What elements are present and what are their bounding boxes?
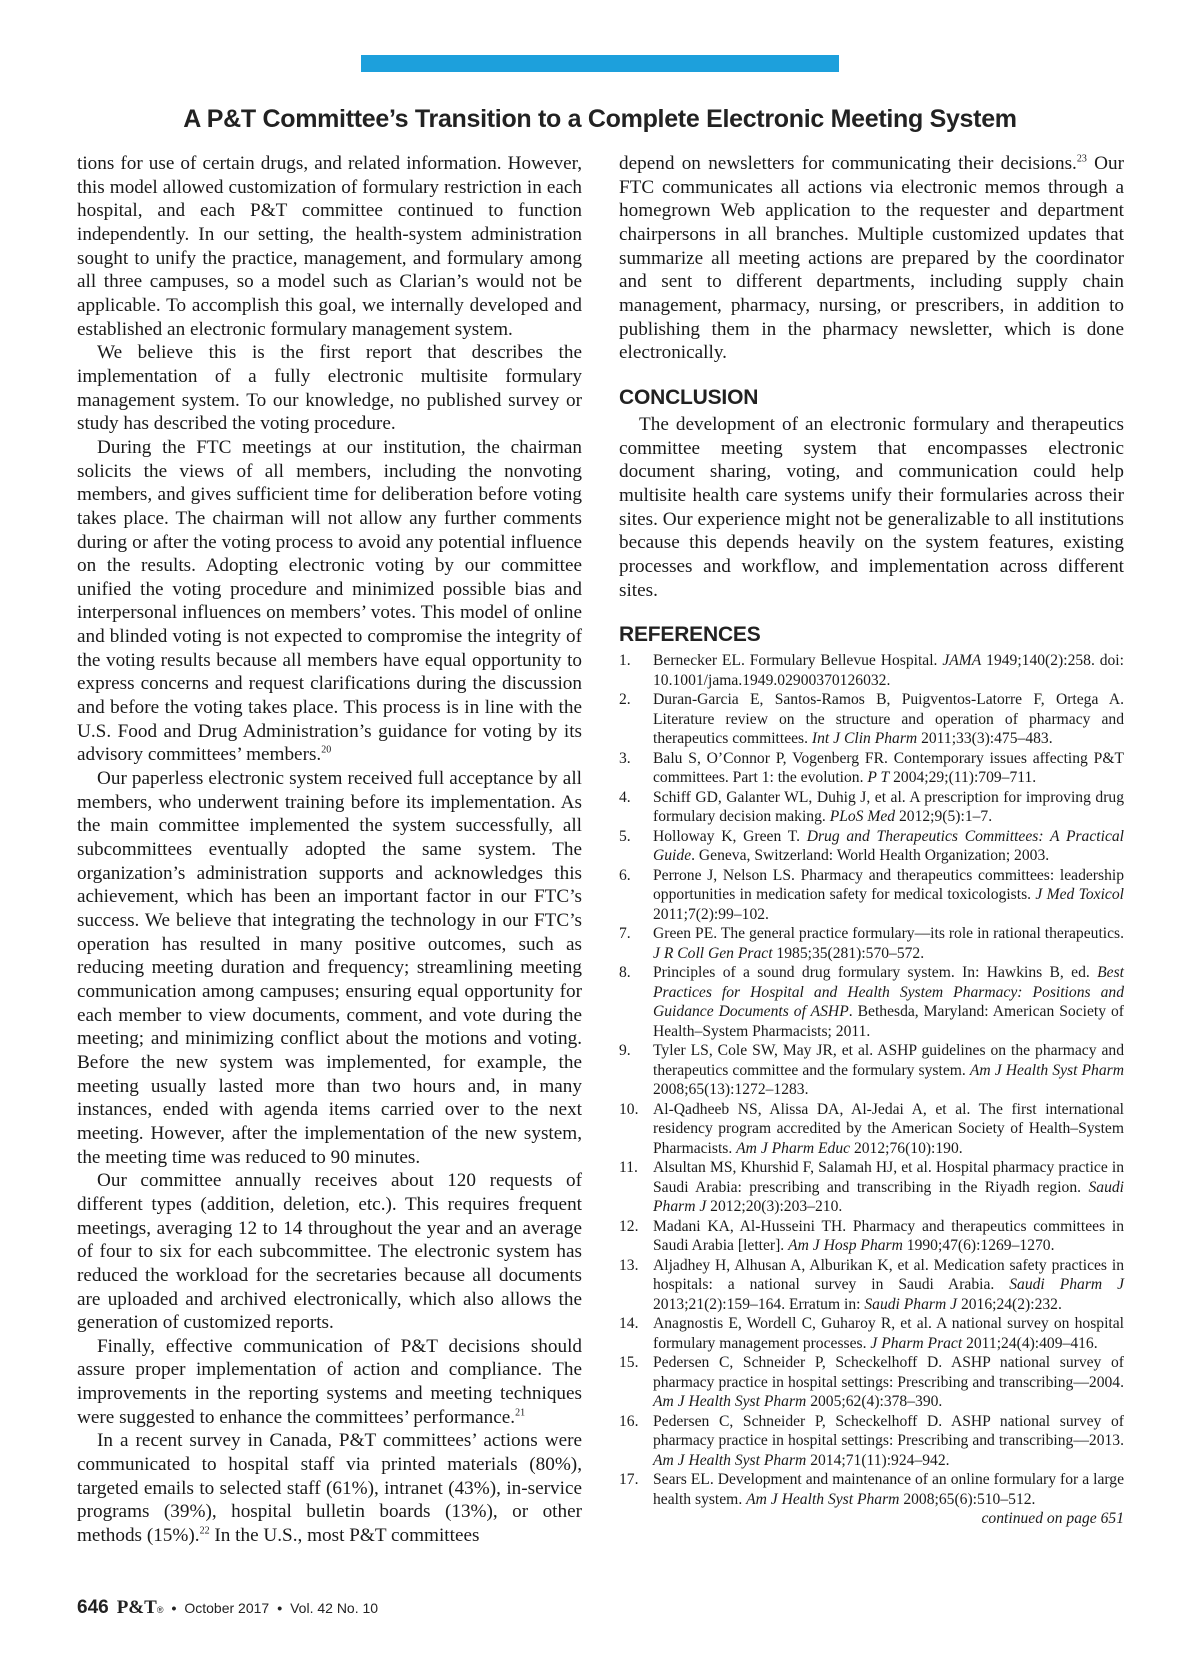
citation-superscript: 23 [1076, 153, 1087, 165]
reference-number: 9. [619, 1042, 631, 1060]
reference-item [619, 788, 1124, 827]
reference-item [619, 651, 1124, 690]
reference-item [619, 827, 1124, 866]
reference-number: 6. [619, 866, 631, 884]
citation-superscript: 22 [199, 1525, 210, 1537]
reference-item [619, 1412, 1124, 1471]
reference-text: Bernecker EL. Formulary Bellevue Hospital. JAMA 1949;140(2):258. doi: 10.1001/jama.1949.02900370126032. [653, 652, 1124, 689]
reference-number: 4. [619, 788, 631, 806]
page-title: A P&T Committee’s Transition to a Complete Electronic Meeting System [183, 104, 1017, 133]
header-accent-bar [361, 55, 839, 72]
reference-number: 14. [619, 1315, 639, 1333]
conclusion-paragraph: The development of an electronic formulary and therapeutics committee meeting system that encompasses electronic document sharing, voting, and communication could help multisite health care systems unify their formularies across their sites. Our experience might not be generalizable to all institutions because this depends heavily on the system features, existing processes and workflow, and implementation across different sites. [619, 413, 1124, 601]
body-paragraph: We believe this is the first report that describes the implementation of a fully electronic multisite formulary management system. To our knowledge, no published survey or study has described the voting procedure. [77, 342, 582, 435]
citation-superscript: 20 [321, 745, 332, 757]
reference-text: Duran-Garcia E, Santos-Ramos B, Puigventos-Latorre F, Ortega A. Literature review on the structure and operation of pharmacy and therapeutics committees. Int J Clin Pharm 2011;33(3):475–483. [653, 691, 1124, 748]
reference-number: 13. [619, 1256, 639, 1274]
reference-item [619, 1470, 1124, 1509]
conclusion-heading: CONCLUSION [619, 385, 759, 409]
reference-text: Anagnostis E, Wordell C, Guharoy R, et al. A national survey on hospital formulary management processes. J Pharm Pract 2011;24(4):409–416. [653, 1315, 1124, 1352]
page-footer [77, 1597, 378, 1619]
volume-issue: Vol. 42 No. 10 [290, 1600, 379, 1616]
reference-text: Perrone J, Nelson LS. Pharmacy and therapeutics committees: leadership opportunities in medication safety for medical toxicologists. J Med Toxicol 2011;7(2):99–102. [653, 866, 1124, 923]
reference-number: 1. [619, 652, 631, 670]
body-paragraph: Our paperless electronic system received full acceptance by all members, who underwent training before its implementation. As the main committee implemented the system successfully, all subcommittees eventually adopted the same system. The organization’s administration supports and acknowledges this achievement, which has been an important factor in our FTC’s success. We believe that integrating the technology in our FTC’s operation has resulted in many positive outcomes, such as reducing meeting duration and frequency; streamlining meeting communication among campuses; ensuring equal opportunity for each member to view documents, comment, and vote during the meeting; and minimizing conflict about the motions and voting. Before the new system was implemented, for example, the meeting usually lasted more than two hours and, in many instances, ended with agenda items carried over to the next meeting. However, after the implementation of the new system, the meeting time was reduced to 90 minutes. [77, 768, 582, 1168]
right-column [619, 152, 1124, 1528]
continued-note: continued on page 651 [981, 1510, 1124, 1528]
reference-item [619, 1041, 1124, 1100]
reference-text: Balu S, O’Connor P, Vogenberg FR. Contemporary issues affecting P&T committees. Part 1: the evolution. P T 2004;29;(11):709–711. [653, 749, 1124, 787]
reference-item [619, 1256, 1124, 1315]
reference-text: Principles of a sound drug formulary system. In: Hawkins B, ed. Best Practices for Hospital and Health System Pharmacy: Positions and Guidance Documents of ASHP. Bethesda, Maryland: American Society of Health–System Pharmacists; 2011. [653, 964, 1124, 1040]
citation-superscript: 21 [515, 1407, 526, 1419]
reference-text: Pedersen C, Schneider P, Scheckelhoff D. ASHP national survey of pharmacy practice in hospital settings: Prescribing and transcribing—2004. Am J Health Syst Pharm 2005;62(4):378–390. [653, 1354, 1124, 1411]
body-paragraph: In a recent survey in Canada, P&T committees’ actions were communicated to hospital staff via printed materials (80%), targeted emails to selected staff (61%), intranet (43%), in-service programs (39%), hospital bulletin boards (13%), or other methods (15%).$^{22}$ In the U.S., most P&T committees [77, 1430, 582, 1547]
reference-text: Aljadhey H, Alhusan A, Alburikan K, et al. Medication safety practices in hospitals: a national survey in Saudi Arabia. Saudi Pharm J 2013;21(2):159–164. Erratum in: Saudi Pharm J 2016;24(2):232. [653, 1256, 1125, 1313]
reference-text: Madani KA, Al-Husseini TH. Pharmacy and therapeutics committees in Saudi Arabia [letter]. Am J Hosp Pharm 1990;47(6):1269–1270. [653, 1217, 1124, 1255]
reference-number: 15. [619, 1354, 639, 1372]
reference-number: 2. [619, 691, 631, 709]
body-paragraph: Our committee annually receives about 120 requests of different types (addition, deletion, etc.). This requires frequent meetings, averaging 12 to 14 throughout the year and an average of four to six for each subcommittee. The electronic system has reduced the workload for the secretaries because all documents are uploaded and archived electronically, which also allows the generation of customized reports. [77, 1170, 582, 1334]
reference-number: 7. [619, 925, 631, 943]
footer-separator: • [171, 1600, 177, 1616]
body-paragraph: During the FTC meetings at our institution, the chairman solicits the views of all members, including the nonvoting members, and gives sufficient time for deliberation before voting takes place. The chairman will not allow any further comments during or after the voting process to avoid any potential influence on the results. Adopting electronic voting by our committee unified the voting procedure and minimized possible bias and interpersonal influences on members’ votes. This model of online and blinded voting is not expected to compromise the integrity of the voting results because all members have equal opportunity to express concerns and request clarifications during the discussion and before the voting takes place. This process is in line with the U.S. Food and Drug Administration’s guidance for voting by its advisory committees’ members.$^{20}$ [77, 436, 582, 766]
reference-number: 10. [619, 1100, 639, 1118]
reference-text: Alsultan MS, Khurshid F, Salamah HJ, et al. Hospital pharmacy practice in Saudi Arabia: prescribing and transcribing in the Riyadh region. Saudi Pharm J 2012;20(3):203–210. [653, 1159, 1124, 1216]
reference-item [619, 1353, 1124, 1412]
reference-item [619, 1100, 1124, 1159]
footer-separator: • [277, 1600, 283, 1616]
reference-item [619, 963, 1124, 1041]
reference-number: 5. [619, 827, 631, 845]
reference-text: Schiff GD, Galanter WL, Duhig J, et al. A prescription for improving drug formulary decision making. PLoS Med 2012;9(5):1–7. [653, 788, 1124, 826]
reference-text: Green PE. The general practice formulary—its role in rational therapeutics. J R Coll Gen Pract 1985;35(281):570–572. [653, 925, 1124, 962]
left-column [77, 152, 582, 1548]
references-list [619, 651, 1124, 1509]
reference-item [619, 749, 1124, 788]
reference-number: 11. [619, 1159, 638, 1177]
body-paragraph: tions for use of certain drugs, and related information. However, this model allowed customization of formulary restriction in each hospital, and each P&T committee continued to function independently. In our setting, the health-system administration sought to unify the practice, management, and formulary among all three campuses, so a model such as Clarian’s would not be applicable. To accomplish this goal, we internally developed and established an electronic formulary management system. [77, 153, 582, 340]
reference-number: 12. [619, 1217, 639, 1235]
reference-item [619, 690, 1124, 749]
journal-logo: P&T® [116, 1597, 164, 1618]
references-heading: REFERENCES [619, 623, 761, 647]
reference-number: 17. [619, 1471, 639, 1489]
reference-item [619, 1158, 1124, 1217]
reference-number: 8. [619, 964, 631, 982]
page-number: 646 [77, 1597, 109, 1618]
reference-number: 16. [619, 1412, 639, 1430]
reference-text: Pedersen C, Schneider P, Scheckelhoff D. ASHP national survey of pharmacy practice in hospital settings: Prescribing and transcribing—2013. Am J Health Syst Pharm 2014;71(11):924–942. [653, 1412, 1124, 1469]
reference-text: Tyler LS, Cole SW, May JR, et al. ASHP guidelines on the pharmacy and therapeutics committee and the formulary system. Am J Health Syst Pharm 2008;65(13):1272–1283. [653, 1042, 1124, 1099]
reference-text: Al-Qadheeb NS, Alissa DA, Al-Jedai A, et al. The first international residency program accredited by the American Society of Health–System Pharmacists. Am J Pharm Educ 2012;76(10):190. [653, 1100, 1124, 1157]
reference-item [619, 924, 1124, 963]
body-paragraph: Finally, effective communication of P&T decisions should assure proper implementation of action and compliance. The improvements in the reporting systems and meeting techniques were suggested to enhance the committees’ performance.$^{21}$ [77, 1335, 582, 1428]
reference-text: Holloway K, Green T. Drug and Therapeutics Committees: A Practical Guide. Geneva, Switzerland: World Health Organization; 2003. [653, 827, 1124, 865]
body-paragraph: depend on newsletters for communicating their decisions.$^{23}$ Our FTC communicates all actions via electronic memos through a homegrown Web application to the requester and department chairpersons in all branches. Multiple customized updates that summarize all meeting actions are prepared by the coordinator and sent to different departments, including supply chain management, pharmacy, nursing, or prescribers, in addition to publishing them in the pharmacy newsletter, which is done electronically. [619, 153, 1125, 364]
reference-item [619, 1314, 1124, 1353]
issue-date: October 2017 [184, 1600, 270, 1616]
reference-item [619, 1217, 1124, 1256]
reference-text: Sears EL. Development and maintenance of an online formulary for a large health system. Am J Health Syst Pharm 2008;65(6):510–512. [653, 1471, 1124, 1508]
reference-item [619, 866, 1124, 925]
reference-number: 3. [619, 749, 631, 767]
